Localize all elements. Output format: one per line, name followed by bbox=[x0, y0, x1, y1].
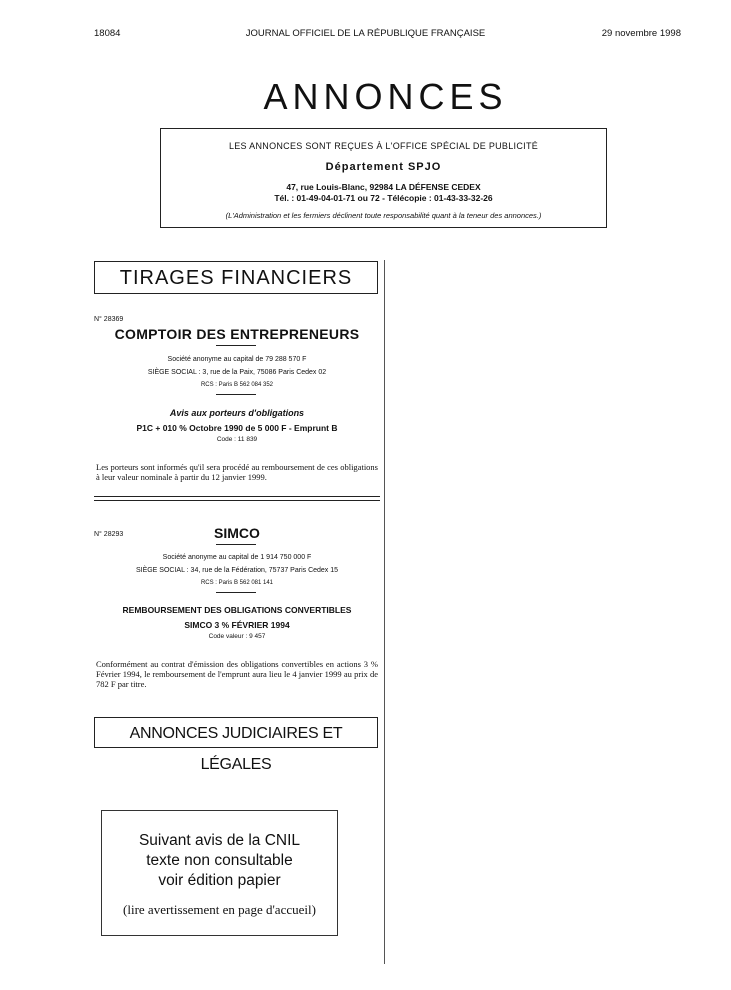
divider bbox=[216, 592, 256, 593]
info-intro: LES ANNONCES SONT REÇUES À L'OFFICE SPÉCIAL DE PUBLICITÉ bbox=[228, 141, 539, 151]
bond-code: Code : 11 839 bbox=[216, 436, 258, 443]
cnil-line: Suivant avis de la CNIL bbox=[138, 832, 301, 849]
page-title: ANNONCES bbox=[263, 76, 508, 117]
cnil-note: (lire avertissement en page d'accueil) bbox=[123, 902, 316, 917]
bond-title: P1C + 010 % Octobre 1990 de 5 000 F - Emprunt B bbox=[136, 423, 338, 433]
notice-body: Les porteurs sont informés qu'il sera procédé au remboursement de ces obligations à leur valeur nominale à partir du 12 janvier 1999. bbox=[96, 462, 378, 482]
notice-number: N° 28293 bbox=[94, 531, 124, 538]
bond-title: SIMCO 3 % FÉVRIER 1994 bbox=[184, 620, 290, 630]
cnil-line: texte non consultable bbox=[146, 852, 293, 869]
company-seat: SIÈGE SOCIAL : 34, rue de la Fédération, 75737 Paris Cedex 15 bbox=[135, 567, 339, 574]
section-heading-judicial: ANNONCES JUDICIAIRES ET LÉGALES bbox=[94, 717, 378, 748]
company-capital: Société anonyme au capital de 1 914 750 000 F bbox=[162, 554, 312, 561]
cnil-notice-box bbox=[101, 810, 338, 936]
notice-subject: Avis aux porteurs d'obligations bbox=[169, 408, 305, 418]
divider bbox=[216, 544, 256, 545]
info-address: 47, rue Louis-Blanc, 92984 LA DÉFENSE CEDEX bbox=[286, 182, 481, 192]
company-name: SIMCO bbox=[214, 525, 260, 541]
issue-date: 29 novembre 1998 bbox=[601, 28, 681, 39]
divider bbox=[216, 394, 256, 395]
company-capital: Société anonyme au capital de 79 288 570 F bbox=[167, 356, 307, 363]
company-rcs: RCS : Paris B 562 084 352 bbox=[200, 382, 274, 388]
company-rcs: RCS : Paris B 562 081 141 bbox=[200, 580, 274, 586]
divider bbox=[216, 345, 256, 346]
section-heading-financial: TIRAGES FINANCIERS bbox=[94, 261, 378, 294]
notice-subject: REMBOURSEMENT DES OBLIGATIONS CONVERTIBLES bbox=[122, 605, 352, 615]
page-number: 18084 bbox=[94, 28, 121, 39]
notice-body: Conformément au contrat d'émission des obligations convertibles en actions 3 % Février 1994, le remboursement de l'emprunt aura lieu le 4 janvier 1999 au prix de 782 F par titre. bbox=[96, 659, 378, 689]
info-disclaimer: (L'Administration et les fermiers déclinent toute responsabilité quant à la teneur des annonces.) bbox=[225, 211, 542, 220]
journal-title: JOURNAL OFFICIEL DE LA RÉPUBLIQUE FRANÇAISE bbox=[245, 28, 486, 39]
info-box bbox=[160, 128, 607, 228]
cnil-line: voir édition papier bbox=[158, 872, 281, 889]
notice-number: N° 28369 bbox=[94, 316, 124, 323]
company-name: COMPTOIR DES ENTREPRENEURS bbox=[114, 326, 360, 342]
bond-code: Code valeur : 9 457 bbox=[208, 633, 266, 640]
info-telephone: Tél. : 01-49-04-01-71 ou 72 - Télécopie : 01-43-33-32-26 bbox=[274, 193, 493, 203]
notice-separator bbox=[94, 496, 380, 501]
info-department: Département SPJO bbox=[325, 161, 442, 173]
column-divider bbox=[384, 260, 385, 964]
company-seat: SIÈGE SOCIAL : 3, rue de la Paix, 75086 Paris Cedex 02 bbox=[147, 369, 327, 376]
